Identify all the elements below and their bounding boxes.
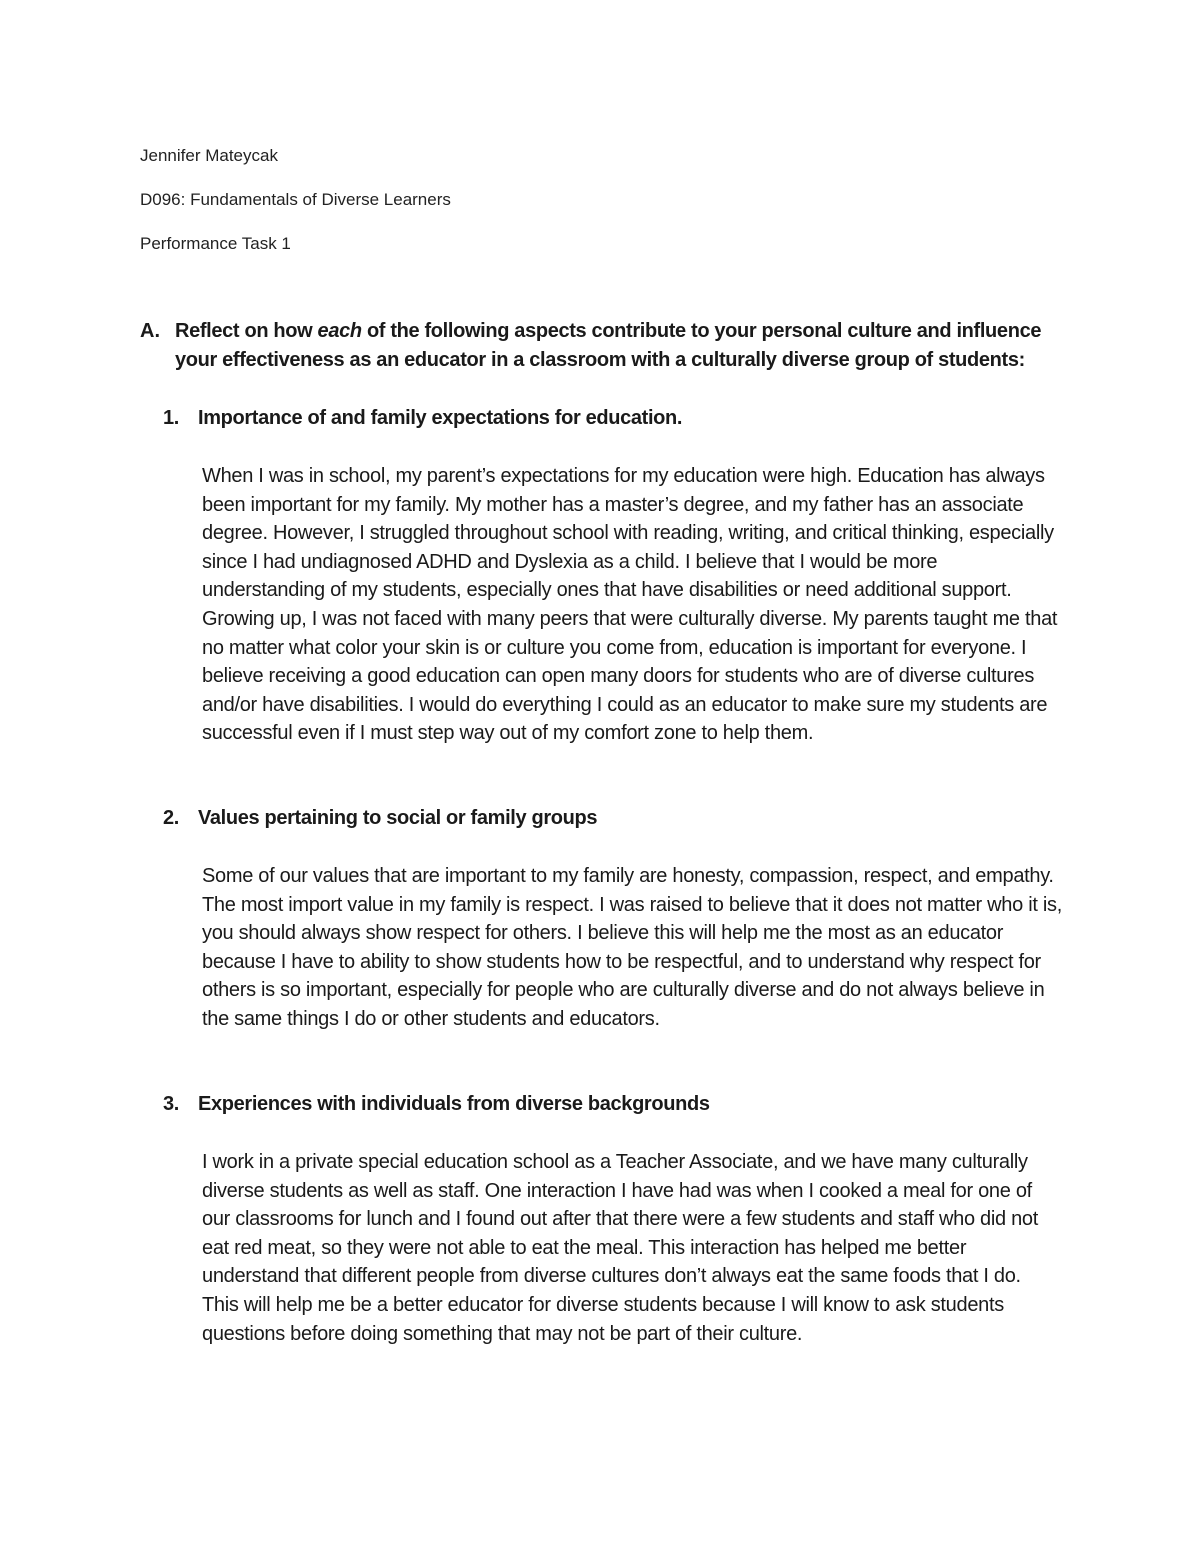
section-a-prompt-text: [175, 317, 1055, 375]
item-1-number: 1.: [163, 407, 179, 429]
item-3-response: I work in a private special education school as a Teacher Associate, and we have many culturally diverse students as well as staff. One interaction I have had was when I cooked a meal for one of our classrooms for lunch and I found out after that there were a few students and staff who did not eat red meat, so they were not able to eat the meal. This interaction has helped me better understand that different people from diverse cultures don’t always eat the same foods that I do. This will help me be a better educator for diverse students because I will know to ask students questions before doing something that may not be part of their culture.: [202, 1151, 1038, 1345]
item-1-title: Importance of and family expectations for education.: [198, 407, 683, 429]
item-1-response: When I was in school, my parent’s expectations for my education were high. Education has always been important for my family. My mother has a master’s degree, and my father has an associate degree. However, I struggled throughout school with reading, writing, and critical thinking, especially since I had undiagnosed ADHD and Dyslexia as a child. I believe that I would be more understanding of my students, especially ones that have disabilities or need additional support. Growing up, I was not faced with many peers that were culturally diverse. My parents taught me that no matter what color your skin is or culture you come from, education is important for everyone. I believe receiving a good education can open many doors for students who are of diverse cultures and/or have disabilities. I would do everything I could as an educator to make sure my students are successful even if I must step way out of my comfort zone to help them.: [202, 465, 1058, 745]
item-2-number: 2.: [163, 807, 179, 829]
task-title: Performance Task 1: [140, 234, 291, 253]
item-2-heading: [163, 804, 597, 833]
section-a-prompt: [140, 317, 1060, 375]
item-1-heading: [163, 404, 682, 433]
prompt-lead: Reflect on how: [175, 320, 318, 342]
author-name: Jennifer Mateycak: [140, 146, 278, 165]
item-2-title: Values pertaining to social or family groups: [198, 807, 598, 829]
prompt-emphasis: each: [317, 320, 362, 342]
prompt-rest: of the following aspects contribute to your personal culture and influence your effectiveness as an educator in a classroom with a culturally diverse group of students:: [175, 320, 1042, 371]
item-2-response: Some of our values that are important to my family are honesty, compassion, respect, and empathy. The most import value in my family is respect. I was raised to believe that it does not matter who it is, you should always show respect for others. I believe this will help me the most as an educator because I have to ability to show students how to be respectful, and to understand why respect for others is so important, especially for people who are culturally diverse and do not always believe in the same things I do or other students and educators.: [202, 865, 1062, 1030]
item-3-heading: [163, 1090, 710, 1119]
section-a-marker: A.: [140, 320, 160, 342]
item-3-title: Experiences with individuals from diverse backgrounds: [198, 1093, 710, 1115]
course-title: D096: Fundamentals of Diverse Learners: [140, 190, 451, 209]
item-3-number: 3.: [163, 1093, 179, 1115]
